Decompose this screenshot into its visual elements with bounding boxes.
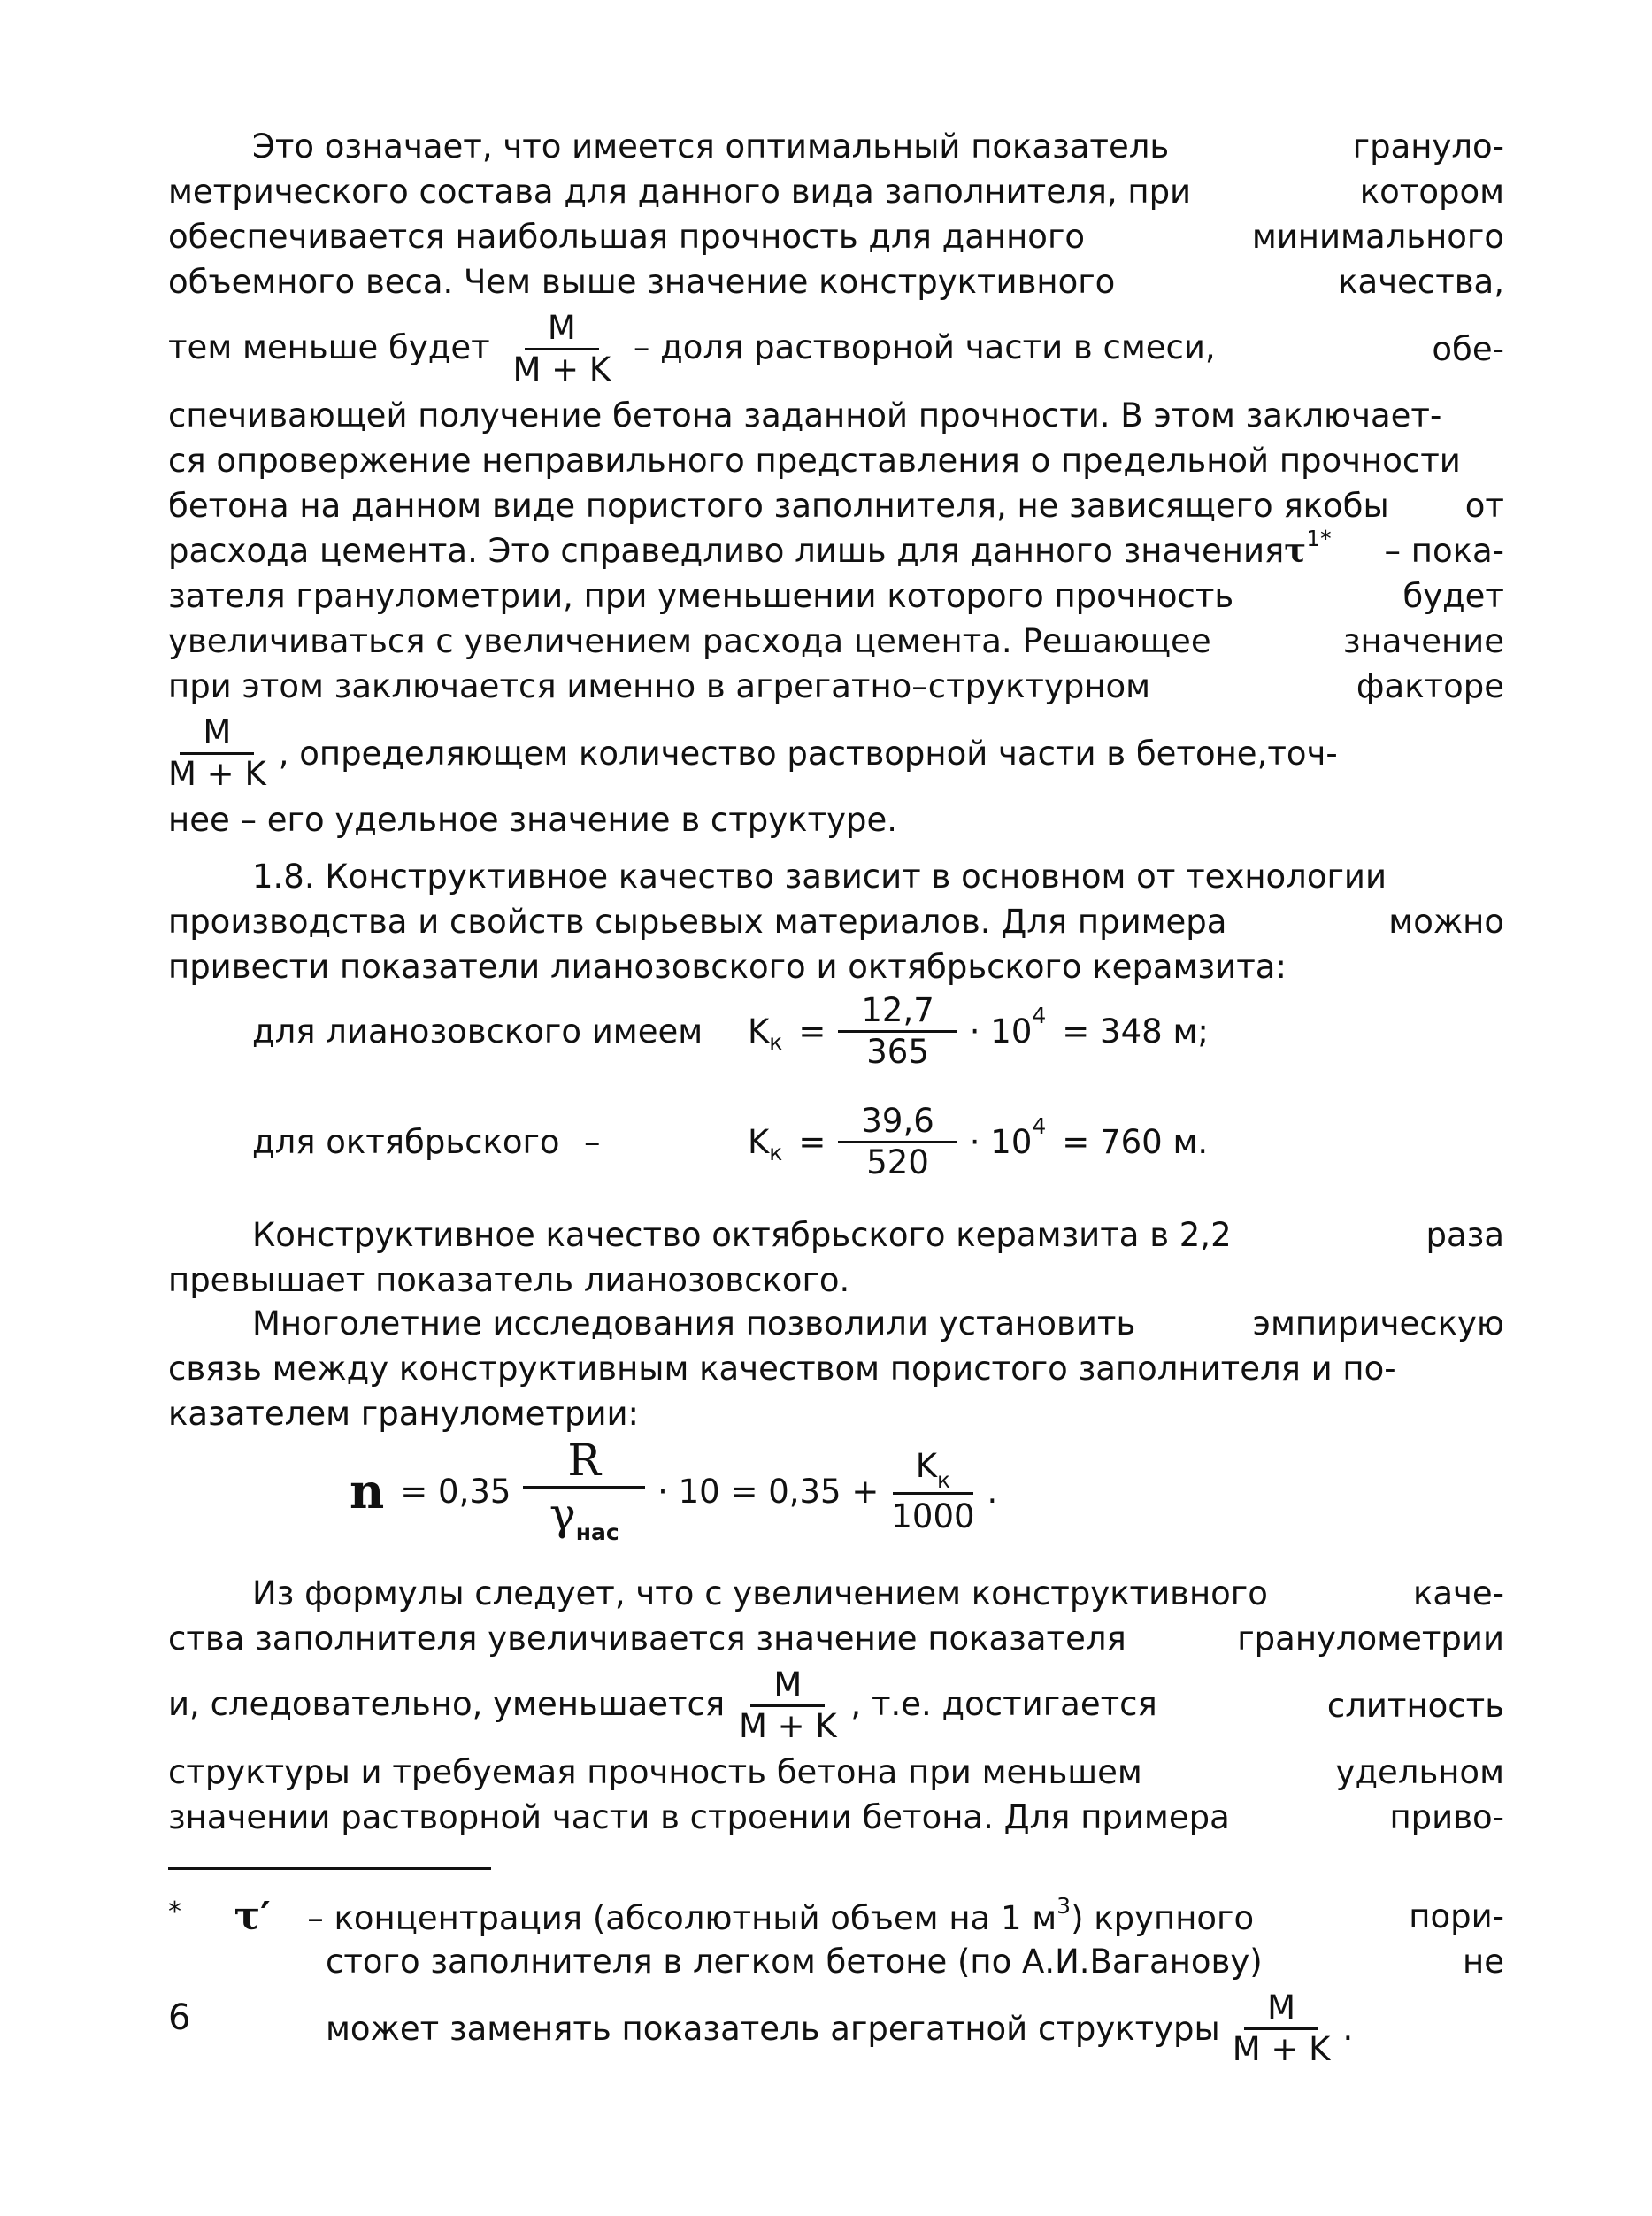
tau-prime-symbol: τ′	[234, 1894, 271, 1939]
paragraph-4	[168, 1301, 1504, 1436]
text-line: значении растворной части в строении бетона. Для примера приво-	[168, 1798, 1504, 1836]
text-line: 1.8. Конструктивное качество зависит в основном от технологии	[252, 858, 1387, 896]
text-line: увеличиваться с увеличением расхода цемента. Решающее значение	[168, 622, 1504, 660]
text-line: Конструктивное качество октябрьского керамзита в 2,2 раза	[252, 1216, 1504, 1254]
text-line: ства заполнителя увеличивается значение показателя гранулометрии	[168, 1620, 1504, 1658]
paragraph-3	[168, 1212, 1504, 1303]
text-line: метрического состава для данного вида заполнителя, при котором	[168, 173, 1504, 211]
fraction: $\frac{39,6}{520}$	[838, 1102, 957, 1182]
fraction-m-over-mk: $\frac{M}{M + K}$	[168, 712, 266, 793]
formula-lianozovsky: для лианозовского имеем K к = $\frac{12,7}{365}$ · 10 4 = 348 м;	[252, 991, 1209, 1071]
text-line: превышает показатель лианозовского.	[168, 1261, 850, 1299]
n-symbol: n	[350, 1462, 385, 1520]
text-line: ся опровержение неправильного представления о предельной прочности	[168, 442, 1461, 480]
text-line: нее – его удельное значение в структуре.	[168, 801, 897, 839]
text-line: производства и свойств сырьевых материалов. Для примера можно	[168, 903, 1504, 941]
footnote-separator	[168, 1867, 491, 1870]
footnote-ref-mark: 1*	[1306, 526, 1332, 551]
footnote-mark: *	[168, 1897, 181, 1927]
text-line: объемного веса. Чем выше значение конструктивного качества,	[168, 263, 1504, 301]
footnote-line-with-fraction: может заменять показатель агрегатной структуры $\frac{M}{M + K}$ .	[326, 1988, 1354, 2068]
fraction-m-over-mk: $\frac{M}{M + K}$	[738, 1665, 837, 1745]
formula-granulometry: n = 0,35 $\frac{R}{\gamma_{нас}}$ · 10 = 0,35 + $\frac{K_к}{1000}$ .	[350, 1434, 997, 1549]
text-line: спечивающей получение бетона заданной прочности. В этом заключает-	[168, 396, 1442, 435]
tau-symbol: τ	[1284, 531, 1307, 570]
text-line: привести показатели лианозовского и октябрьского керамзита:	[168, 948, 1287, 986]
fraction-m-over-mk: $\frac{M}{M + K}$	[1232, 1988, 1331, 2068]
text-line: расхода цемента. Это справедливо лишь для данного значенияτ$^{1*}$ – пока-	[168, 526, 1504, 570]
paragraph-1	[168, 124, 1504, 843]
footnote	[168, 1894, 1504, 2073]
text-line: связь между конструктивным качеством пористого заполнителя и по-	[168, 1350, 1396, 1388]
paragraph-5	[168, 1571, 1504, 1840]
text-line: Из формулы следует, что с увеличением конструктивного каче-	[252, 1574, 1504, 1612]
text-line: структуры и требуемая прочность бетона при меньшем удельном	[168, 1753, 1504, 1791]
formula-oktyabrsky: для октябрьского – K к = $\frac{39,6}{520}$ · 10 4 = 760 м.	[252, 1102, 1209, 1181]
text-line: обеспечивается наибольшая прочность для данного минимального	[168, 218, 1504, 256]
text-line: казателем гранулометрии:	[168, 1395, 640, 1433]
text-line: бетона на данном виде пористого заполнителя, не зависящего якобы от	[168, 487, 1504, 525]
paragraph-2	[168, 854, 1504, 989]
text-line: зателя гранулометрии, при уменьшении которого прочность будет	[168, 577, 1504, 615]
text-line: Это означает, что имеется оптимальный показатель грануло-	[252, 127, 1504, 165]
fraction-m-over-mk: $\frac{M}{M + K}$	[512, 308, 611, 389]
text-line: Многолетние исследования позволили установить эмпирическую	[252, 1304, 1504, 1343]
fraction-k-over-1000: $\frac{K_к}{1000}$	[891, 1444, 974, 1539]
text-line-with-fraction: $\frac{M}{M + K}$ , определяющем количество растворной части в бетоне,точ-	[168, 712, 1338, 793]
footnote-line: стого заполнителя в легком бетоне (по А.И.Ваганову) не	[326, 1943, 1504, 1981]
text-line-with-fraction: тем меньше будет $\frac{M}{M + K}$ – доля растворной части в смеси, обе-	[168, 308, 1504, 389]
page-number: 6	[168, 1997, 191, 2038]
fraction: $\frac{12,7}{365}$	[838, 991, 957, 1072]
text-line-with-fraction: и, следовательно, уменьшается $\frac{M}{M + K}$ , т.е. достигается слитность	[168, 1665, 1504, 1745]
fraction-r-over-gamma: $\frac{R}{\gamma_{нас}}$	[523, 1435, 645, 1548]
text-line: при этом заключается именно в агрегатно–структурном фактоpe	[168, 667, 1504, 705]
footnote-line: * τ′ – концентрация (абсолютный объем на 1 $м^3$) крупного пори-	[168, 1893, 1504, 1939]
